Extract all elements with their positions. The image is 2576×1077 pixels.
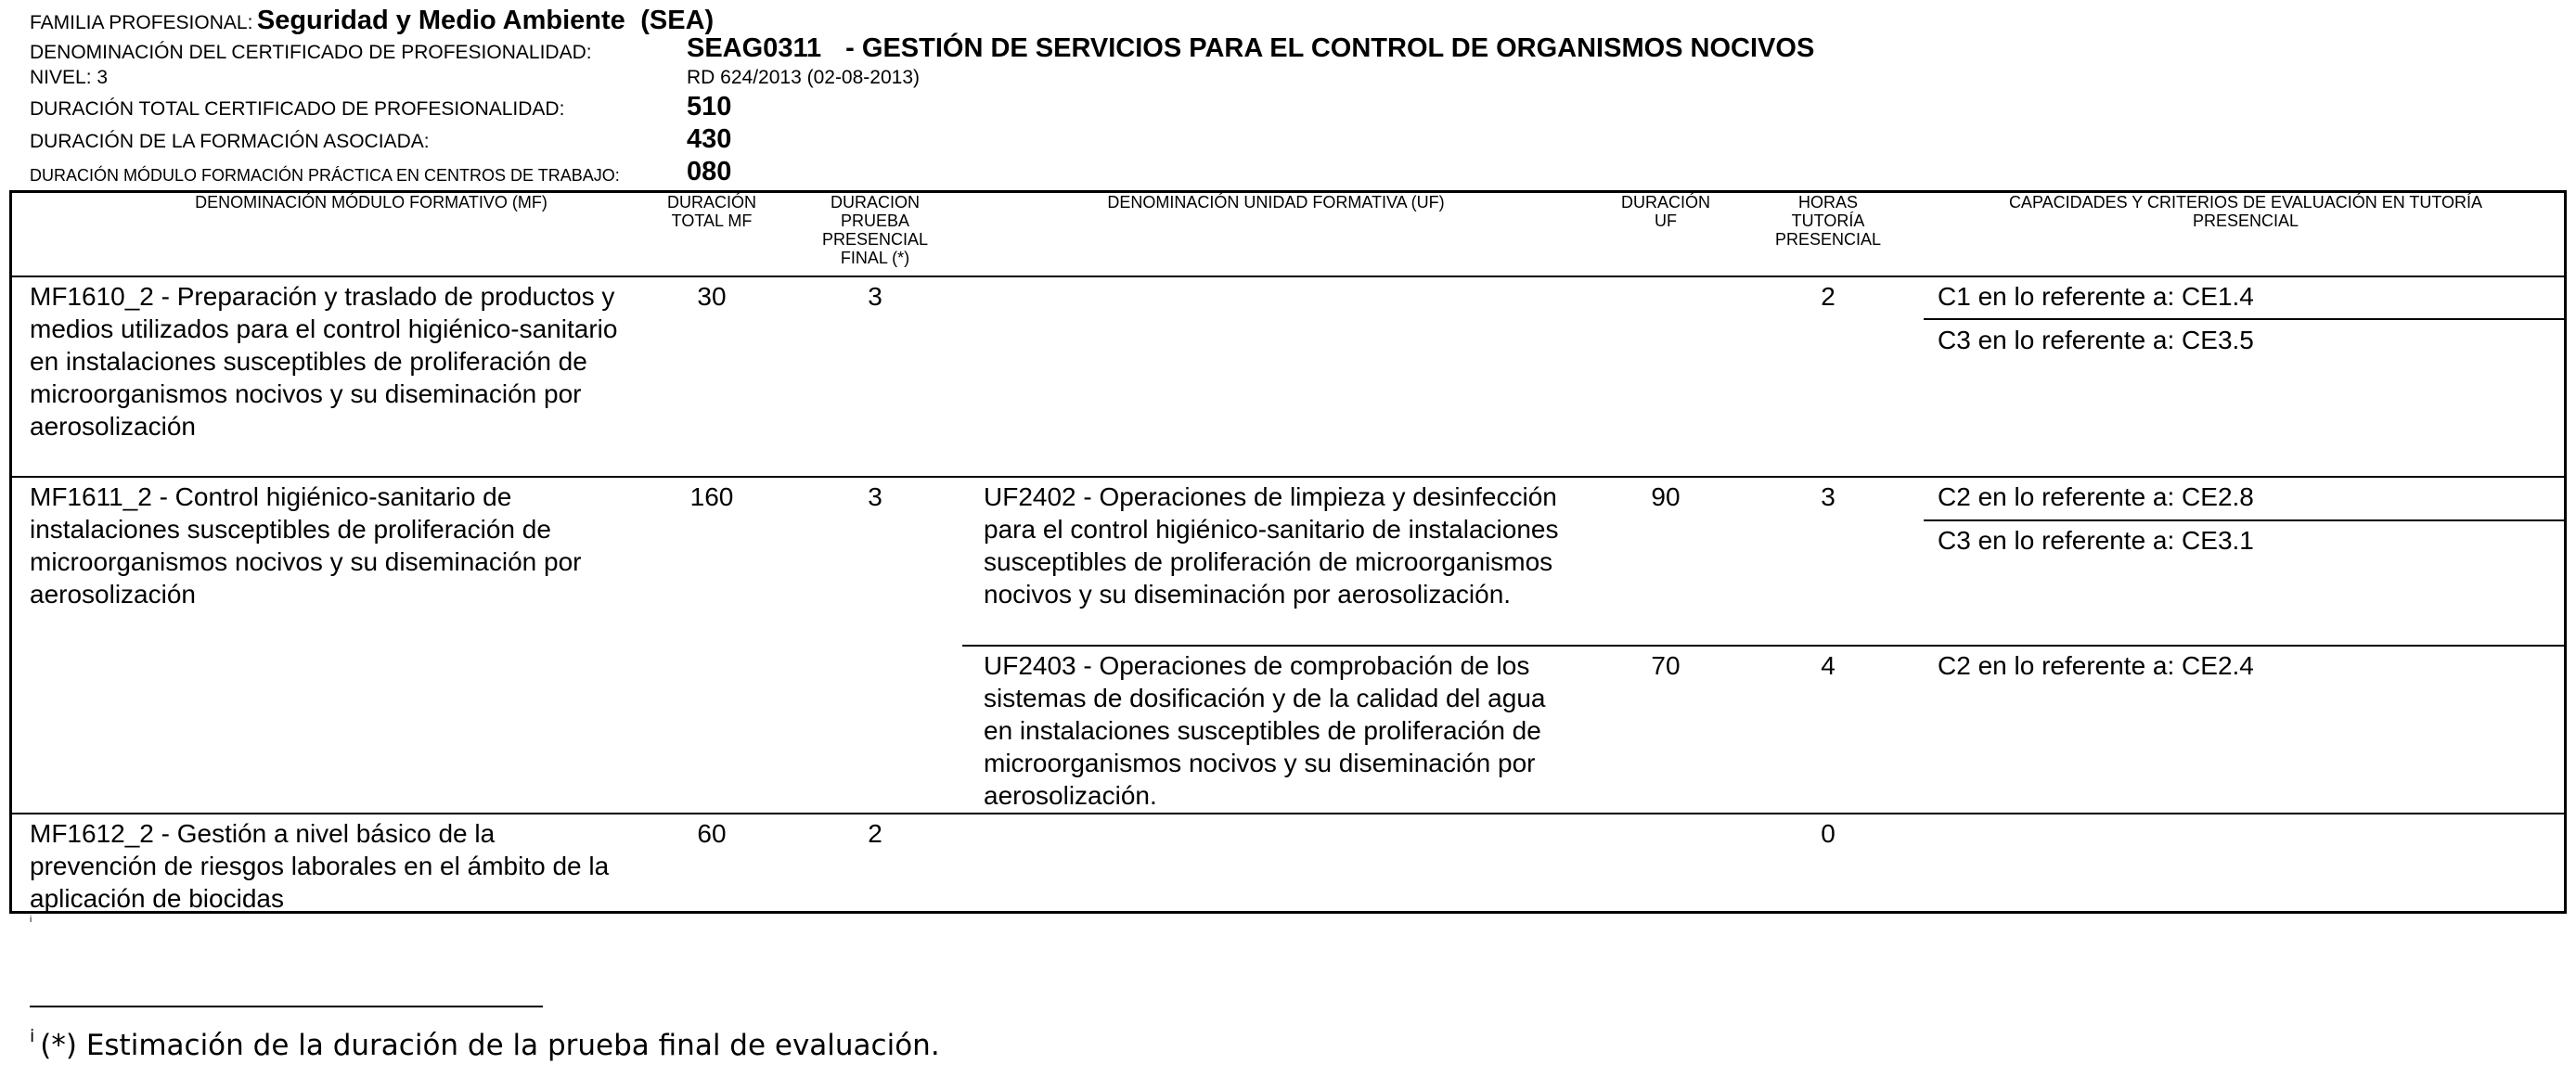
header-divider	[9, 276, 2567, 277]
certificado-name: - GESTIÓN DE SERVICIOS PARA EL CONTROL DE ORGANISMOS NOCIVOS	[845, 33, 1815, 63]
mf1611-prueba: 3	[868, 482, 882, 511]
familia-profesional	[30, 6, 714, 36]
mf1612-name: MF1612_2 - Gestión a nivel básico de la prevención de riesgos laborales en el ámbito de la aplicación de biocidas	[30, 819, 610, 913]
uf2402-name: UF2402 - Operaciones de limpieza y desinfección para el control higiénico-sanitario de instalaciones susceptibles de proliferación de microorganismos nocivos y su diseminación por aerosolización.	[984, 482, 1559, 609]
duracion-practica-value: 080	[687, 157, 732, 186]
footnote-text: (*) Estimación de la duración de la prueba final de evaluación.	[40, 1029, 940, 1062]
uf2403-duracion: 70	[1651, 651, 1681, 680]
uf2403-horas: 4	[1821, 651, 1835, 680]
familia-code: (SEA)	[640, 6, 715, 35]
duracion-formacion-value: 430	[687, 124, 732, 154]
familia-label: FAMILIA PROFESIONAL:	[30, 12, 253, 33]
mf1611-name: MF1611_2 - Control higiénico-sanitario de instalaciones susceptibles de proliferación de microorganismos nocivos y su diseminación por aerosolización	[30, 482, 582, 609]
col-header-capacidades: CAPACIDADES Y CRITERIOS DE EVALUACIÓN EN TUTORÍA PRESENCIAL	[2008, 193, 2483, 230]
cap-divider-2	[1924, 519, 2567, 521]
mf1612-prueba: 2	[868, 819, 882, 848]
footnote-ref: i	[30, 915, 32, 925]
mf1612-horas: 0	[1821, 819, 1835, 848]
mf1610-capacidad-2: C3 en lo referente a: CE3.5	[1938, 326, 2254, 354]
col-header-horas: HORAS TUTORÍA PRESENCIAL	[1774, 193, 1882, 249]
row-divider-2	[9, 813, 2567, 814]
footnote-marker: i	[30, 1026, 35, 1046]
uf2402-capacidad-1: C2 en lo referente a: CE2.8	[1938, 482, 2254, 511]
cap-divider-1	[1924, 318, 2567, 320]
mf1610-prueba: 3	[868, 282, 882, 311]
col-header-prueba: DURACION PRUEBA PRESENCIAL FINAL (*)	[821, 193, 929, 267]
certificado-title	[687, 33, 1814, 64]
duracion-total-value: 510	[687, 92, 732, 122]
mf1610-horas: 2	[1821, 282, 1835, 311]
uf-divider	[962, 645, 2567, 647]
duracion-formacion-label: DURACIÓN DE LA FORMACIÓN ASOCIADA:	[30, 131, 430, 152]
mf1611-duracion: 160	[689, 482, 734, 511]
uf2402-duracion: 90	[1651, 482, 1681, 511]
uf2403-name: UF2403 - Operaciones de comprobación de los sistemas de dosificación y de la calidad del agua en instalaciones susceptibles de proliferación de microorganismos nocivos y su diseminación por aerosolización.	[984, 651, 1546, 810]
mf1610-duracion: 30	[697, 282, 727, 311]
mf1610-capacidad-1: C1 en lo referente a: CE1.4	[1938, 282, 2254, 311]
col-header-duracion-uf: DURACIÓN UF	[1620, 193, 1710, 230]
certificado-code: SEAG0311	[687, 33, 822, 63]
col-header-uf: DENOMINACIÓN UNIDAD FORMATIVA (UF)	[1107, 193, 1445, 212]
col-header-mf: DENOMINACIÓN MÓDULO FORMATIVO (MF)	[195, 193, 547, 212]
footnote-rule	[30, 1006, 543, 1007]
rd-value: RD 624/2013 (02-08-2013)	[687, 67, 920, 88]
uf2403-capacidad-1: C2 en lo referente a: CE2.4	[1938, 651, 2254, 680]
nivel-label: NIVEL: 3	[30, 67, 109, 88]
uf2402-capacidad-2: C3 en lo referente a: CE3.1	[1938, 526, 2254, 555]
uf2402-horas: 3	[1821, 482, 1835, 511]
familia-value: Seguridad y Medio Ambiente	[256, 6, 625, 35]
duracion-practica-label: DURACIÓN MÓDULO FORMACIÓN PRÁCTICA EN CENTROS DE TRABAJO:	[30, 166, 620, 185]
duracion-total-label: DURACIÓN TOTAL CERTIFICADO DE PROFESIONALIDAD:	[30, 98, 565, 120]
row-divider-1	[9, 476, 2567, 478]
denominacion-label: DENOMINACIÓN DEL CERTIFICADO DE PROFESIONALIDAD:	[30, 42, 592, 63]
mf1610-name: MF1610_2 - Preparación y traslado de productos y medios utilizados para el control higiénico-sanitario en instalaciones susceptibles de proliferación de microorganismos nocivos y su diseminación por aerosolización	[30, 282, 618, 441]
col-header-duracion-mf: DURACIÓN TOTAL MF	[666, 193, 756, 230]
footnote	[30, 1026, 940, 1062]
mf1612-duracion: 60	[697, 819, 727, 848]
